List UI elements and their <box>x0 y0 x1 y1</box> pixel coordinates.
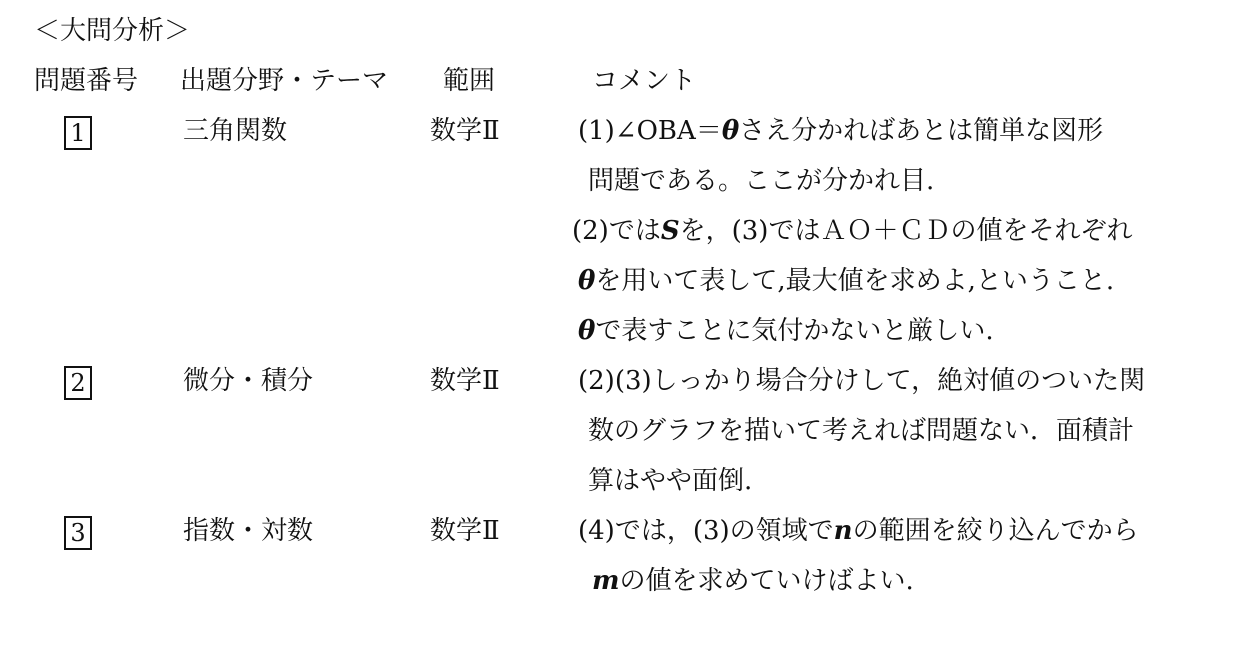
question-number-1: 1 <box>64 116 92 150</box>
comment-3-line-2 <box>592 566 914 596</box>
comment-text: で表すことに気付かないと厳しい. <box>595 316 994 346</box>
comment-1-line-2: 問題である。ここが分かれ目. <box>588 166 935 196</box>
theta-symbol: θ <box>578 266 596 296</box>
theta-symbol: θ <box>721 116 740 146</box>
range-2: 数学Ⅱ <box>430 366 500 396</box>
field-1: 三角関数 <box>183 116 288 146</box>
comment-1-line-1 <box>578 116 1103 146</box>
comment-2-line-2: 数のグラフを描いて考えれば問題ない．面積計 <box>588 416 1135 446</box>
comment-text: (2)では <box>572 216 661 246</box>
field-3: 指数・対数 <box>183 516 314 546</box>
theta-symbol: θ <box>578 316 596 346</box>
range-1: 数学Ⅱ <box>430 116 500 146</box>
m-symbol: m <box>592 566 620 596</box>
S-symbol: S <box>660 216 680 246</box>
n-symbol: n <box>833 516 853 546</box>
header-comment: コメント <box>592 66 697 96</box>
page-title: ＜大問分析＞ <box>34 16 191 46</box>
header-field: 出題分野・テーマ <box>180 66 389 96</box>
comment-text: (4)では，(3)の領域で <box>578 516 834 546</box>
comment-text: の範囲を絞り込んでから <box>852 516 1139 546</box>
comment-text: を用いて表して,最大値を求めよ,ということ. <box>595 266 1115 296</box>
comment-text: さえ分かればあとは簡単な図形 <box>739 116 1104 146</box>
comment-1-line-4 <box>578 266 1114 296</box>
comment-1-line-3 <box>572 216 1132 246</box>
comment-2-line-1: (2)(3)しっかり場合分けして，絶対値のついた関 <box>578 366 1146 396</box>
header-number: 問題番号 <box>34 66 139 96</box>
comment-2-line-3: 算はやや面倒. <box>588 466 753 496</box>
comment-text: を，(3)ではＡＯ＋ＣＤの値をそれぞれ <box>679 216 1133 246</box>
comment-text: の値を求めていけばよい. <box>619 566 914 596</box>
question-number-2: 2 <box>64 366 92 400</box>
comment-3-line-1 <box>578 516 1139 546</box>
comment-1-line-5 <box>578 316 994 346</box>
header-range: 範囲 <box>443 66 496 96</box>
question-number-3: 3 <box>64 516 92 550</box>
range-3: 数学Ⅱ <box>430 516 500 546</box>
comment-text: (1)∠OBA＝ <box>578 116 722 146</box>
field-2: 微分・積分 <box>183 366 314 396</box>
